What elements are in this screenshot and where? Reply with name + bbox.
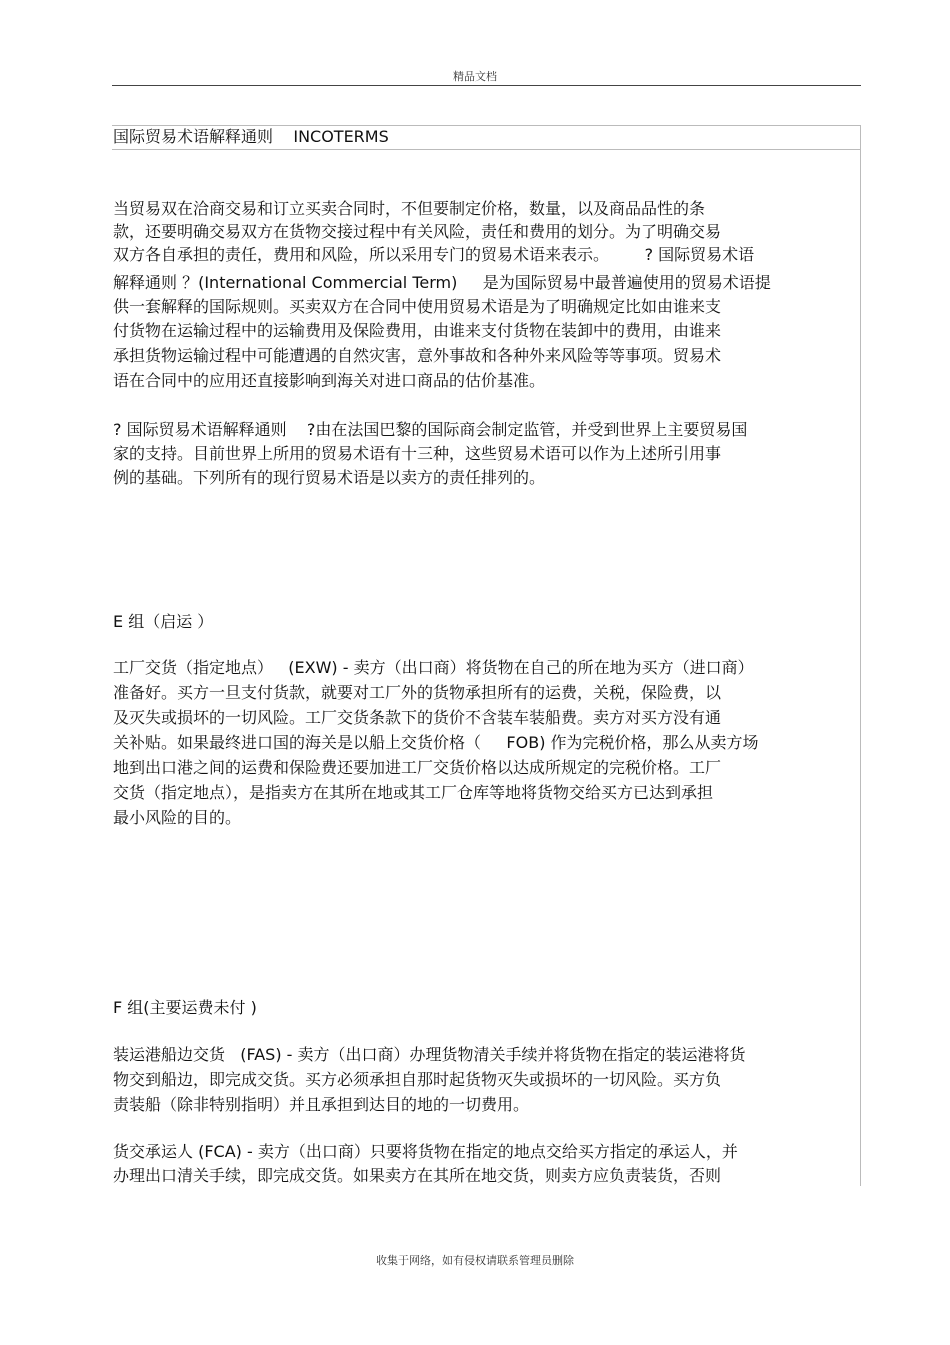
group-e-heading: E 组（启运 ） bbox=[113, 612, 214, 631]
group-e-line: 最小风险的目的。 bbox=[113, 808, 242, 827]
intro-line: 付货物在运输过程中的运输费用及保险费用，由谁来支付货物在装卸中的费用，由谁来 bbox=[113, 321, 722, 340]
fca-line: 货交承运人 (FCA) - 卖方（出口商）只要将货物在指定的地点交给买方指定的承运人，并 bbox=[113, 1142, 738, 1161]
header-divider bbox=[112, 85, 861, 86]
group-e-line: 及灭失或损坏的一切风险。工厂交货条款下的货价不含装车装船费。卖方对买方没有通 bbox=[113, 708, 722, 727]
intro-line: 语在合同中的应用还直接影响到海关对进口商品的估价基准。 bbox=[113, 371, 546, 390]
page-header-label: 精品文档 bbox=[453, 70, 497, 83]
page-footer-label: 收集于网络，如有侵权请联系管理员删除 bbox=[376, 1254, 574, 1267]
document-title: 国际贸易术语解释通则 INCOTERMS bbox=[113, 127, 389, 146]
intro-line: 双方各自承担的责任，费用和风险，所以采用专门的贸易术语来表示。 ? 国际贸易术语 bbox=[113, 245, 755, 264]
intro-line: 解释通则 ？(International Commercial Term) 是为国际贸易中最普遍使用的贸易术语提 bbox=[113, 273, 771, 292]
group-e-line: 地到出口港之间的运费和保险费还要加进工厂交货价格以达成所规定的完税价格。工厂 bbox=[113, 758, 722, 777]
fas-line: 物交到船边，即完成交货。买方必须承担自那时起货物灭失或损坏的一切风险。买方负 bbox=[113, 1070, 722, 1089]
intro-line: 当贸易双在洽商交易和订立买卖合同时，不但要制定价格，数量，以及商品品性的条 bbox=[113, 199, 706, 218]
intro2-line: ? 国际贸易术语解释通则 ?由在法国巴黎的国际商会制定监管，并受到世界上主要贸易国 bbox=[113, 420, 748, 439]
intro-line: 承担货物运输过程中可能遭遇的自然灾害，意外事故和各种外来风险等等事项。贸易术 bbox=[113, 346, 722, 365]
fas-line: 责装船（除非特别指明）并且承担到达目的地的一切费用。 bbox=[113, 1095, 530, 1114]
group-e-line: 准备好。买方一旦支付货款，就要对工厂外的货物承担所有的运费，关税，保险费，以 bbox=[113, 683, 722, 702]
fca-line: 办理出口清关手续，即完成交货。如果卖方在其所在地交货，则卖方应负责装货，否则 bbox=[113, 1166, 722, 1185]
fas-line: 装运港船边交货 (FAS) - 卖方（出口商）办理货物清关手续并将货物在指定的装运港将货 bbox=[113, 1045, 746, 1064]
intro2-line: 家的支持。目前世界上所用的贸易术语有十三种，这些贸易术语可以作为上述所引用事 bbox=[113, 444, 722, 463]
intro-line: 款，还要明确交易双方在货物交接过程中有关风险，责任和费用的划分。为了明确交易 bbox=[113, 222, 722, 241]
group-f-heading: F 组(主要运费未付 ) bbox=[113, 998, 257, 1017]
group-e-line: 关补贴。如果最终进口国的海关是以船上交货价格（ FOB) 作为完税价格，那么从卖方场 bbox=[113, 733, 759, 752]
intro-line: 供一套解释的国际规则。买卖双方在合同中使用贸易术语是为了明确规定比如由谁来支 bbox=[113, 297, 722, 316]
group-e-line: 工厂交货（指定地点） (EXW) - 卖方（出口商）将货物在自己的所在地为买方（进口商） bbox=[113, 658, 754, 677]
group-e-line: 交货（指定地点），是指卖方在其所在地或其工厂仓库等地将货物交给买方已达到承担 bbox=[113, 783, 714, 802]
intro2-line: 例的基础。下列所有的现行贸易术语是以卖方的责任排列的。 bbox=[113, 468, 546, 487]
